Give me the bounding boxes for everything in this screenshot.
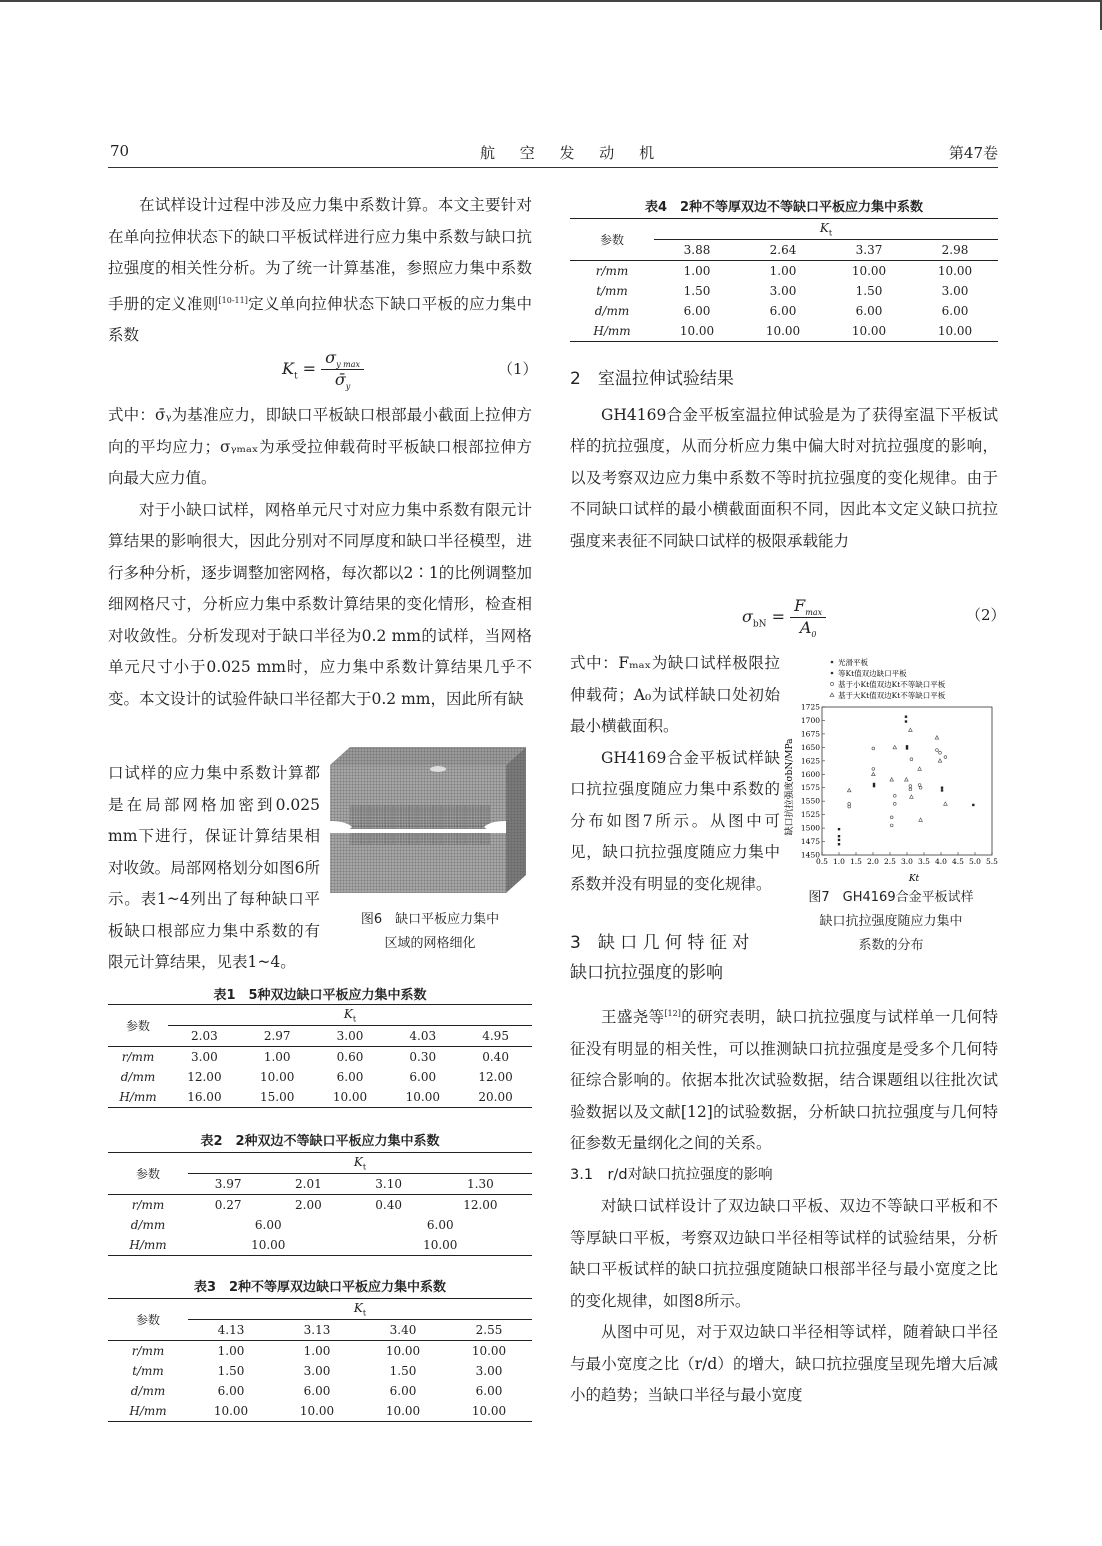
table-cell: 1.50: [217, 1364, 245, 1378]
table-header-cell: 4.03: [409, 1029, 437, 1043]
table-cell: 6.00: [769, 304, 797, 318]
table-cell: 6.00: [336, 1070, 364, 1084]
table-cell: 10.00: [385, 1344, 421, 1358]
row-label: t/mm: [596, 284, 628, 298]
table-3-caption: 表3 2种不等厚双边缺口平板应力集中系数: [193, 1280, 447, 1295]
table-header-cell: 2.64: [769, 243, 797, 257]
table-cell: 1.00: [769, 264, 797, 278]
y-tick-label: 1625: [800, 756, 820, 766]
table-cell: 3.00: [475, 1364, 503, 1378]
table-cell: 10.00: [213, 1404, 249, 1418]
data-point: [893, 794, 896, 797]
table-header-kt: $K_t$: [654, 219, 998, 240]
table-cell: 0.40: [375, 1198, 402, 1212]
legend-marker: [831, 661, 834, 664]
row-label: d/mm: [120, 1070, 156, 1084]
legend-entry: 等Kt值双边缺口平板: [838, 669, 907, 678]
paragraph: 式中：Fₘₐₓ为缺口试样极限拉伸载荷；A₀为试样缺口处初始最小横截面积。: [570, 654, 780, 735]
table-header-kt: $K_t$: [168, 1005, 532, 1026]
row-label: r/mm: [121, 1050, 155, 1064]
table-4: [570, 218, 998, 342]
citation: [10-11]: [218, 295, 248, 305]
table-cell: 10.00: [405, 1090, 440, 1104]
table-cell: 1.50: [855, 284, 883, 298]
table-row: [570, 301, 998, 321]
data-point: [873, 783, 875, 785]
chart-y-axis-label: 缺口抗拉强度σbN/MPa: [785, 738, 795, 836]
paragraph: 对于小缺口试样，网格单元尺寸对应力集中系数有限元计算结果的影响很大，因此分别对不同厚度和缺口半径模型，进行多种分析，逐步调整加密网格，每次都以2∶1的比例调整加细网格尺寸，分析应力集中系数计算结果的变化情形，检查相对收敛性。分析发现对于缺口半径为0.2 mm的试样，当网格单元尺寸小于0.025 mm时，应力集中系数计算结果几乎不变。本文设计的试验件缺口半径都大于0.2 mm，因此所有缺: [108, 500, 532, 708]
data-point: [944, 802, 948, 805]
table-header-cell: 3.40: [389, 1323, 417, 1337]
row-label: d/mm: [130, 1218, 166, 1232]
x-tick-label: 4.5: [952, 857, 964, 866]
table-cell: 2.00: [295, 1198, 322, 1212]
table-cell: 16.00: [187, 1090, 222, 1104]
y-tick-label: 1575: [800, 783, 820, 793]
table-cell: 12.00: [478, 1070, 513, 1084]
table-cell: 1.00: [217, 1344, 245, 1358]
table-cell: 15.00: [260, 1090, 295, 1104]
table-cell: 10.00: [260, 1070, 295, 1084]
table-header-cell: 2.55: [475, 1323, 503, 1337]
data-point: [906, 745, 908, 747]
table-row: [108, 1215, 532, 1235]
row-label: H/mm: [119, 1090, 157, 1104]
page-number: 70: [110, 142, 130, 160]
table-header-kt: $K_t$: [188, 1299, 532, 1320]
equation-1-number: （1）: [498, 360, 538, 378]
table-cell: 6.00: [217, 1384, 245, 1398]
data-point: [848, 805, 851, 808]
y-tick-label: 1500: [800, 823, 820, 833]
table-cell: 6.00: [683, 304, 711, 318]
x-tick-label: 1.5: [850, 857, 862, 866]
table-header-cell: 3.10: [375, 1177, 402, 1191]
table-row: [108, 1361, 532, 1381]
data-point: [872, 772, 876, 775]
equation-1: $K_t$ = $\sigma_{y max}$ $\sigmā_y$: [282, 348, 364, 391]
table-cell: 6.00: [389, 1384, 417, 1398]
data-point: [918, 767, 922, 770]
table-cell: 0.40: [482, 1050, 509, 1064]
row-label: H/mm: [129, 1404, 167, 1418]
table-row: [570, 261, 998, 282]
paragraph: GH4169合金平板试样缺口抗拉强度随应力集中系数的分布如图7所示。从图中可见，缺口抗拉强度随应力集中系数并没有明显的变化规律。: [570, 748, 780, 893]
y-tick-label: 1650: [800, 742, 820, 752]
table-cell: 1.50: [389, 1364, 417, 1378]
x-tick-label: 2.0: [867, 857, 879, 866]
table-header-kt: $K_t$: [188, 1153, 532, 1174]
data-point: [905, 720, 907, 722]
volume-label: 第47卷: [948, 144, 998, 162]
data-point: [972, 804, 974, 806]
data-point: [872, 747, 875, 750]
row-label: H/mm: [593, 324, 631, 338]
table-cell: 10.00: [937, 324, 973, 338]
table-header-cell: 2.03: [191, 1029, 218, 1043]
subsection-3-1-title: 3.1 r/d对缺口抗拉强度的影响: [570, 1166, 773, 1183]
data-point: [906, 747, 908, 749]
legend-marker: [830, 682, 833, 685]
header-rule: [108, 167, 998, 168]
table-header-cell: 3.13: [303, 1323, 331, 1337]
data-point: [838, 843, 840, 845]
mesh-figure: [328, 745, 528, 895]
table-header-cell: 2.98: [941, 243, 969, 257]
data-point: [938, 759, 942, 762]
data-point: [941, 789, 943, 791]
y-tick-label: 1525: [800, 810, 820, 820]
x-tick-label: 5.0: [969, 857, 981, 866]
data-point: [838, 835, 840, 837]
table-cell: 10.00: [251, 1238, 286, 1252]
x-tick-label: 1.0: [833, 857, 845, 866]
table-header-param: 参数: [108, 1005, 168, 1047]
left-column-mid: [108, 400, 532, 715]
y-tick-label: 1475: [800, 837, 820, 847]
data-point: [893, 745, 897, 748]
row-label: d/mm: [130, 1384, 166, 1398]
table-row: [108, 1381, 532, 1401]
table-cell: 10.00: [423, 1238, 458, 1252]
legend-marker: [831, 672, 834, 675]
paragraph: 式中：σ̄ᵧ为基准应力，即缺口平板缺口根部最小截面上拉伸方向的平均应力；σᵧₘₐₓ为承受拉伸载荷时平板缺口根部拉伸方向最大应力值。: [108, 406, 532, 487]
data-point: [935, 736, 939, 739]
table-header-cell: 2.01: [295, 1177, 322, 1191]
table-cell: 10.00: [385, 1404, 421, 1418]
right-column-wrap: [570, 648, 780, 900]
table-cell: 10.00: [937, 264, 973, 278]
table-cell: 3.00: [769, 284, 797, 298]
table-cell: 1.00: [263, 1050, 291, 1064]
x-tick-label: 2.5: [884, 857, 896, 866]
x-tick-label: 0.5: [816, 857, 828, 866]
data-point: [910, 795, 914, 798]
paragraph: 从图中可见，对于双边缺口半径相等试样，随着缺口半径与最小宽度之比（r/d）的增大，缺口抗拉强度呈现先增大后减小的趋势；当缺口半径与最小宽度: [570, 1323, 998, 1405]
table-cell: 0.30: [409, 1050, 437, 1064]
table-header-param: 参数: [570, 219, 654, 261]
figure-7-chart: [780, 655, 1002, 887]
page-top-border: [0, 0, 1102, 2]
table-cell: 10.00: [299, 1404, 335, 1418]
table-cell: 10.00: [471, 1404, 507, 1418]
data-point: [905, 778, 909, 781]
paragraph: 口试样的应力集中系数计算都是在局部网格加密到0.025 mm下进行，保证计算结果相对收敛。局部网格划分如图6所示。表1~4列出了每种缺口平板缺口根部应力集中系数的有限元计算结果，见表1~4。: [108, 764, 320, 971]
table-row: [570, 321, 998, 342]
table-row: [570, 281, 998, 301]
table-1-caption: 表1 5种双边缺口平板应力集中系数: [213, 988, 427, 1003]
data-point: [890, 778, 894, 781]
data-point: [944, 756, 947, 759]
journal-title: 航 空 发 动 机: [480, 144, 665, 162]
paragraph: 对缺口试样设计了双边缺口平板、双边不等缺口平板和不等厚缺口平板，考察双边缺口半径相等试样的试验结果，分析缺口平板试样的缺口抗拉强度随缺口根部半径与最小宽度之比的变化规律，如图8所示。: [570, 1197, 998, 1310]
data-point: [872, 767, 875, 770]
chart-x-axis-label: Kt: [908, 874, 920, 884]
table-header-param: 参数: [108, 1299, 188, 1341]
section-3-title-line1: 3 缺 口 几 何 特 征 对: [570, 933, 750, 953]
table-header-cell: 1.30: [467, 1177, 494, 1191]
table-row: [108, 1047, 532, 1068]
row-label: t/mm: [132, 1364, 164, 1378]
data-point: [890, 816, 893, 819]
data-point: [909, 788, 912, 791]
section-3-heading: [570, 928, 784, 988]
table-cell: 6.00: [409, 1070, 437, 1084]
table-2-caption: 表2 2种双边不等缺口平板应力集中系数: [200, 1134, 440, 1149]
equation-2: $\sigma_{bN}$ = $F_{max}$ $A_0$: [742, 596, 826, 639]
row-label: r/mm: [595, 264, 629, 278]
data-point: [910, 758, 913, 761]
table-row: [108, 1087, 532, 1108]
table-1: [108, 1004, 532, 1108]
data-point: [847, 788, 851, 791]
table-header-cell: 3.00: [336, 1029, 364, 1043]
table-cell: 3.00: [303, 1364, 331, 1378]
table-cell: 10.00: [851, 264, 887, 278]
table-cell: 6.00: [254, 1218, 282, 1232]
table-header-cell: 3.88: [683, 243, 711, 257]
table-cell: 10.00: [679, 324, 715, 338]
row-label: H/mm: [129, 1238, 167, 1252]
data-point: [893, 802, 896, 805]
data-point: [939, 751, 942, 754]
table-cell: 10.00: [765, 324, 801, 338]
table-cell: 20.00: [478, 1090, 513, 1104]
row-label: r/mm: [131, 1344, 165, 1358]
table-cell: 1.00: [303, 1344, 331, 1358]
table-header-cell: 4.13: [217, 1323, 245, 1337]
table-row: [108, 1235, 532, 1256]
data-point: [941, 787, 943, 789]
table-cell: 3.00: [191, 1050, 218, 1064]
table-cell: 6.00: [426, 1218, 454, 1232]
legend-entry: 基于大Kt值双边Kt不等缺口平板: [838, 691, 946, 700]
table-header-cell: 4.95: [482, 1029, 509, 1043]
x-tick-label: 3.0: [901, 857, 913, 866]
data-point: [919, 818, 923, 821]
table-cell: 0.27: [214, 1198, 242, 1212]
table-3: [108, 1298, 532, 1422]
paragraph: GH4169合金平板室温拉伸试验是为了获得室温下平板试样的抗拉强度，从而分析应力集中偏大时对抗拉强度的影响，以及考察双边应力集中系数不等时抗拉强度的变化规律。由于不同缺口试样的最小横截面面积不同，因此本文定义缺口抗拉强度来表征不同缺口试样的极限承载能力: [570, 405, 998, 550]
equation-2-number: （2）: [966, 606, 1006, 624]
table-cell: 1.50: [683, 284, 711, 298]
table-cell: 3.00: [941, 284, 969, 298]
data-point: [909, 728, 913, 731]
y-tick-label: 1700: [800, 715, 820, 725]
citation: [12]: [664, 1009, 681, 1018]
y-tick-label: 1450: [800, 850, 820, 860]
data-point: [838, 839, 840, 841]
section-3-title-line2: 缺口抗拉强度的影响: [570, 963, 723, 983]
right-column-top: [570, 364, 998, 557]
legend-marker: [830, 693, 834, 697]
data-point: [873, 785, 875, 787]
y-tick-label: 1550: [800, 796, 820, 806]
x-tick-label: 4.0: [935, 857, 947, 866]
data-point: [918, 784, 921, 787]
table-row: [108, 1067, 532, 1087]
table-header-cell: 2.97: [263, 1029, 291, 1043]
data-point: [919, 786, 922, 789]
left-column-wrap: [108, 758, 320, 979]
table-cell: 6.00: [941, 304, 969, 318]
table-cell: 6.00: [303, 1384, 331, 1398]
data-point: [905, 715, 907, 717]
table-cell: 6.00: [475, 1384, 503, 1398]
right-column-bottom: [570, 998, 998, 1412]
table-row: [108, 1401, 532, 1422]
table-row: [108, 1195, 532, 1216]
table-row: [108, 1341, 532, 1362]
x-tick-label: 3.5: [918, 857, 930, 866]
figure-6-caption: 图6 缺口平板应力集中 区域的网格细化: [360, 912, 500, 951]
paragraph: 王盛尧等[12]的研究表明，缺口抗拉强度与试样单一几何特征没有明显的相关性，可以推测缺口抗拉强度是受多个几何特征综合影响的。依据本批次试验数据，结合课题组以往批次试验数据以及文献[12]的试验数据，分析缺口抗拉强度与几何特征参数无量纲化之间的关系。: [570, 1008, 998, 1153]
table-cell: 12.00: [463, 1198, 498, 1212]
data-point: [838, 828, 840, 830]
x-tick-label: 5.5: [986, 857, 998, 866]
table-cell: 0.60: [336, 1050, 364, 1064]
table-header-cell: 3.37: [855, 243, 883, 257]
table-header-cell: 3.97: [214, 1177, 242, 1191]
data-point: [909, 785, 912, 788]
legend-entry: 基于小Kt值双边Kt不等缺口平板: [838, 680, 946, 689]
table-4-caption: 表4 2种不等厚双边不等缺口平板应力集中系数: [644, 200, 924, 215]
legend-entry: 光滑平板: [838, 658, 868, 667]
table-2: [108, 1152, 532, 1256]
y-tick-label: 1600: [800, 769, 820, 779]
table-cell: 12.00: [187, 1070, 222, 1084]
data-point: [890, 824, 893, 827]
row-label: d/mm: [594, 304, 630, 318]
row-label: r/mm: [131, 1198, 165, 1212]
left-column-top: [108, 190, 532, 352]
paragraph: 在试样设计过程中涉及应力集中系数计算。本文主要针对在单向拉伸状态下的缺口平板试样进行应力集中系数与缺口抗拉强度的相关性分析。为了统一计算基准，参照应力集中系数手册的定义准则[10-11]定义单向拉伸状态下缺口平板的应力集中系数: [108, 196, 532, 345]
figure-7-caption: 图7 GH4169合金平板试样 缺口抗拉强度随应力集中 系数的分布: [808, 890, 974, 953]
table-cell: 1.00: [683, 264, 711, 278]
table-cell: 10.00: [471, 1344, 507, 1358]
data-point: [848, 802, 851, 805]
y-tick-label: 1725: [800, 702, 820, 712]
table-cell: 10.00: [332, 1090, 368, 1104]
data-point: [936, 749, 939, 752]
section-2-title: 2 室温拉伸试验结果: [570, 369, 734, 389]
y-tick-label: 1675: [800, 729, 820, 739]
table-cell: 10.00: [851, 324, 887, 338]
table-header-param: 参数: [108, 1153, 188, 1195]
table-cell: 6.00: [855, 304, 883, 318]
